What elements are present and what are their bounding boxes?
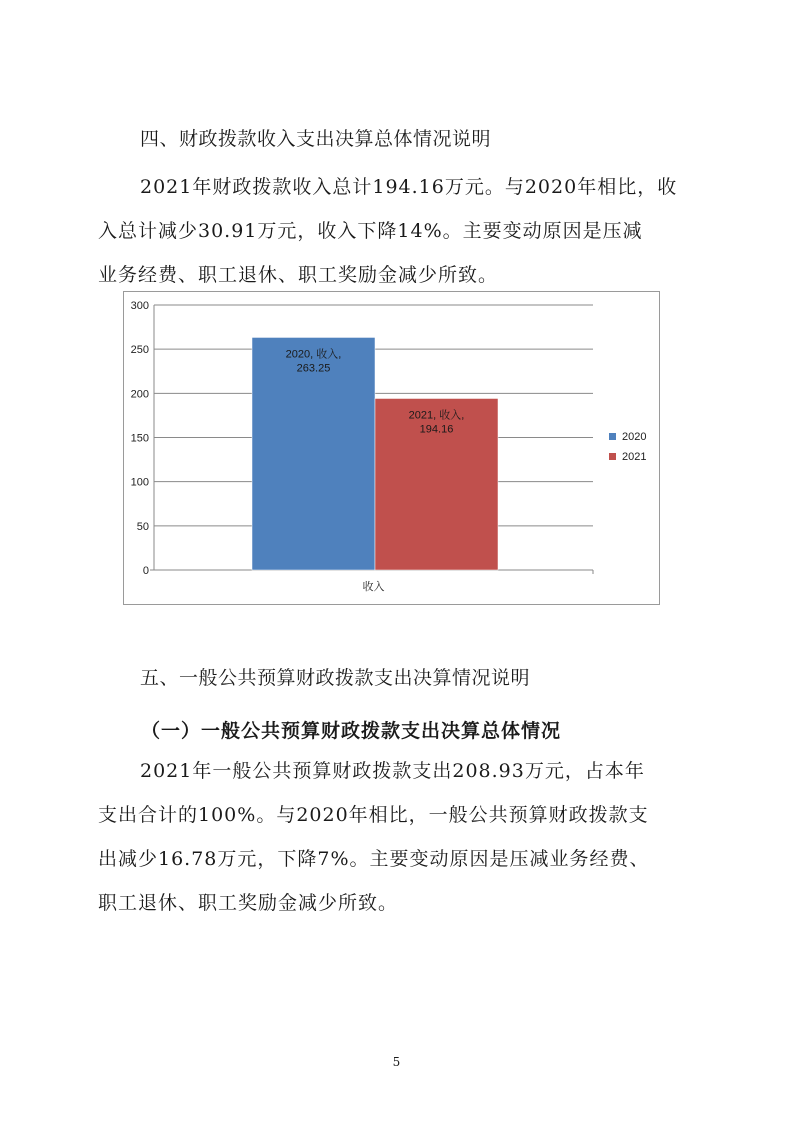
y-tick-label: 0 — [142, 565, 149, 577]
section-5-paragraph — [98, 749, 658, 925]
section-5-subheading: （一）一般公共预算财政拨款支出决算总体情况 — [141, 720, 562, 742]
y-tick-label: 200 — [130, 388, 149, 401]
x-category-label: 收入 — [362, 581, 385, 593]
y-tick-label: 100 — [130, 476, 149, 489]
legend-label-2021: 2021 — [622, 451, 647, 463]
y-tick-label: 50 — [136, 520, 149, 533]
legend-label-2020: 2020 — [622, 431, 647, 443]
data-label-2020: 2020, 收入, 263.25 — [285, 348, 342, 375]
paragraph-line: 2021年财政拨款收入总计194.16万元。与2020年相比，收 — [140, 176, 678, 198]
y-tick-label: 250 — [130, 344, 149, 357]
paragraph-line: 入总计减少30.91万元，收入下降14%。主要变动原因是压减 — [98, 220, 643, 242]
paragraph-line: 出减少16.78万元，下降7%。主要变动原因是压减业务经费、 — [98, 848, 650, 870]
section-4-heading: 四、财政拨款收入支出决算总体情况说明 — [140, 128, 492, 150]
revenue-bar-chart — [123, 291, 660, 605]
section-5-heading: 五、一般公共预算财政拨款支出决算情况说明 — [140, 667, 531, 689]
page-number: 5 — [392, 1055, 401, 1069]
section-4-paragraph — [98, 165, 678, 297]
legend-swatch-2020 — [609, 433, 616, 440]
y-tick-label: 150 — [130, 432, 149, 445]
legend-swatch-2021 — [609, 453, 616, 460]
chart-canvas — [124, 292, 659, 604]
data-label-2021: 2021, 收入, 194.16 — [408, 409, 465, 436]
paragraph-line: 职工退休、职工奖励金减少所致。 — [98, 892, 399, 914]
paragraph-line: 业务经费、职工退休、职工奖励金减少所致。 — [98, 264, 499, 286]
paragraph-line: 支出合计的100%。与2020年相比，一般公共预算财政拨款支 — [98, 804, 649, 826]
y-tick-label: 300 — [130, 300, 149, 312]
paragraph-line: 2021年一般公共预算财政拨款支出208.93万元，占本年 — [140, 760, 645, 782]
